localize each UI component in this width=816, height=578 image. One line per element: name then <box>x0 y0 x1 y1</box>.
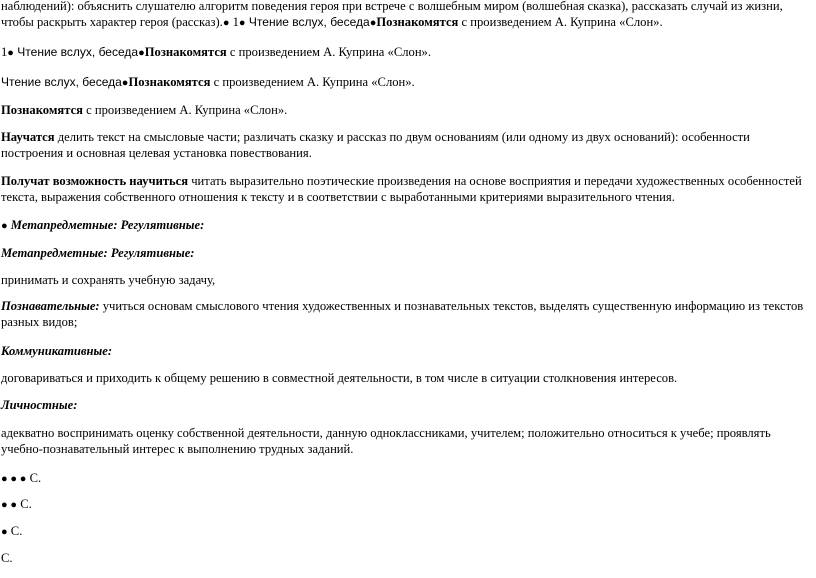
p1-text: наблюдений): объяснить слушателю алгоритм поведения героя при встрече с волшебным миром (волшебная сказка), рассказать случай из жизни, чтобы раскрыть характер героя (рассказ). <box>1 0 783 29</box>
p11-heading: Коммуникативные: <box>1 344 113 358</box>
paragraph-4 <box>1 102 813 118</box>
p8-heading: Метапредметные: Регулятивные: <box>1 246 195 260</box>
paragraph-13 <box>1 397 813 413</box>
p1-num: 1 <box>229 15 239 29</box>
bullet-icon: ● ● <box>1 499 18 511</box>
p3-know: Познакомятся <box>128 75 211 89</box>
paragraph-7 <box>1 217 813 234</box>
paragraph-12 <box>1 370 813 386</box>
bullet-icon: ● <box>1 220 8 232</box>
paragraph-11 <box>1 343 813 359</box>
paragraph-14 <box>1 425 813 457</box>
p5-label: Научатся <box>1 130 55 144</box>
p2-rest: с произведением А. Куприна «Слон». <box>226 45 432 59</box>
p14-text: адекватно воспринимать оценку собственной деятельности, данную одноклассниками, учителем; положительно относиться к учебе; проявлять учебно-познавательный интерес к выполнению трудных заданий. <box>1 426 771 456</box>
p17-text: С. <box>7 524 23 538</box>
paragraph-1 <box>1 0 813 31</box>
paragraph-3 <box>1 74 813 91</box>
bullet-icon: ● <box>238 17 246 29</box>
p2-reading: Чтение вслух, беседа <box>13 45 139 59</box>
p4-rest: с произведением А. Куприна «Слон». <box>83 103 288 117</box>
bullet-icon: ● <box>369 17 377 29</box>
p10-label: Познавательные: <box>1 299 100 313</box>
bullet-icon: ● <box>138 47 145 59</box>
paragraph-2 <box>1 44 813 61</box>
paragraph-8 <box>1 245 813 261</box>
paragraph-6 <box>1 173 813 205</box>
bullet-icon: ● <box>1 526 8 538</box>
bullet-icon: ● <box>7 47 14 59</box>
p5-text: делить текст на смысловые части; различать сказку и рассказ по двум основаниям (или одному из двух оснований): особенности построения и основная целевая установка повествования. <box>1 130 750 160</box>
p9-text: принимать и сохранять учебную задачу, <box>1 273 216 287</box>
paragraph-16 <box>1 496 813 513</box>
bullet-icon: ● <box>222 17 230 29</box>
p18-text: С. <box>1 551 13 565</box>
p2-num: 1 <box>1 45 8 59</box>
p10-text: учиться основам смыслового чтения художественных и познавательных текстов, выделять существенную информацию из текстов разных видов; <box>1 299 804 329</box>
paragraph-17 <box>1 523 813 540</box>
p12-text: договариваться и приходить к общему решению в совместной деятельности, в том числе в ситуации столкновения интересов. <box>1 371 678 385</box>
paragraph-5 <box>1 129 813 161</box>
p6-label: Получат возможность научиться <box>1 174 189 188</box>
paragraph-18 <box>1 550 813 566</box>
paragraph-15 <box>1 470 813 487</box>
p16-text: С. <box>17 497 32 511</box>
p3-rest: с произведением А. Куприна «Слон». <box>210 75 415 89</box>
paragraph-10 <box>1 298 813 330</box>
p7-heading: Метапредметные: Регулятивные: <box>7 218 205 232</box>
p4-know: Познакомятся <box>1 103 83 117</box>
bullet-icon: ● <box>121 77 129 89</box>
p1-reading: Чтение вслух, беседа <box>245 15 370 29</box>
p13-heading: Личностные: <box>1 398 78 412</box>
p2-know: Познакомятся <box>144 45 227 59</box>
p3-reading: Чтение вслух, беседа <box>1 75 122 89</box>
p15-text: С. <box>26 471 42 485</box>
bullet-icon: ● ● ● <box>1 473 27 485</box>
p1-know: Познакомятся <box>376 15 459 29</box>
paragraph-9 <box>1 272 813 288</box>
p6-text: читать выразительно поэтические произведения на основе восприятия и передачи художественных особенностей текста, выражения собственного отношения к тексту и в соответствии с выработанными критериями выразительного чтения. <box>1 174 802 204</box>
p1-rest: с произведением А. Куприна «Слон». <box>458 15 663 29</box>
